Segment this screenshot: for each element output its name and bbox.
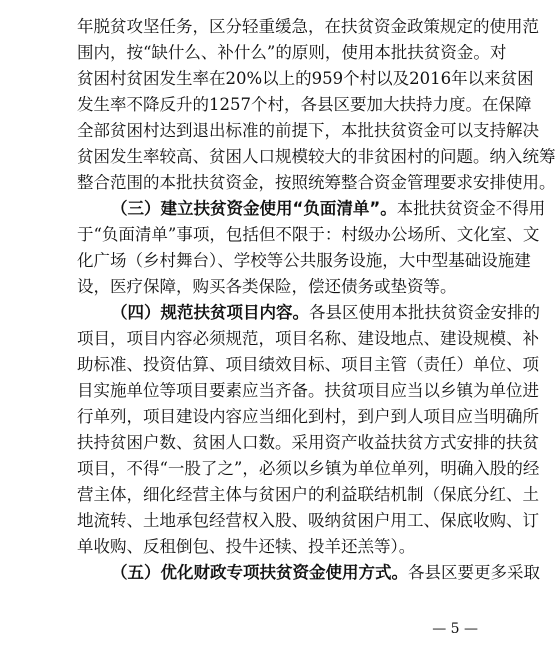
body-line: 于“负面清单”事项，包括但不限于：村级办公场所、文化室、文 — [77, 225, 540, 244]
body-line: 助标准、投资估算、项目绩效目标、项目主管（责任）单位、项 — [77, 355, 539, 374]
section-heading-line: （三）建立扶贫资金使用“负面清单”。本批扶贫资金不得用 — [111, 199, 546, 218]
body-line: 围内，按“缺什么、补什么”的原则，使用本批扶贫资金。对 — [77, 43, 507, 62]
body-line: 整合范围的本批扶贫资金，按照统筹整合资金管理要求安排使用。 — [77, 173, 556, 192]
body-line: 设，医疗保障，购买各类保险，偿还债务或垫资等。 — [77, 277, 457, 296]
section-heading: （五）优化财政专项扶贫资金使用方式。 — [111, 563, 408, 582]
body-line: 贫困发生率较高、贫困人口规模较大的非贫困村的问题。纳入统筹 — [77, 147, 556, 166]
body-line: 地流转、土地承包经营权入股、吸纳贫困户用工、保底收购、订 — [77, 511, 539, 530]
body-line: 年脱贫攻坚任务，区分轻重缓急，在扶贫资金政策规定的使用范 — [77, 17, 539, 36]
body-line: 发生率不降反升的1257个村，各县区要加大扶持力度。在保障 — [77, 95, 532, 114]
body-line: 项目，项目内容必须规范，项目名称、建设地点、建设规模、补 — [77, 329, 539, 348]
section-heading: （四）规范扶贫项目内容。 — [111, 303, 309, 322]
body-line: 项目，不得“一股了之”，必须以乡镇为单位单列，明确入股的经 — [77, 459, 540, 478]
body-line: 目实施单位等项目要素应当齐备。扶贫项目应当以乡镇为单位进 — [77, 381, 539, 400]
body-line: 行单列，项目建设内容应当细化到村，到户到人项目应当明确所 — [77, 407, 539, 426]
body-line: 扶持贫困户数、贫困人口数。采用资产收益扶贫方式安排的扶贫 — [77, 433, 539, 452]
body-line: 贫困村贫困发生率在20%以上的959个村以及2016年以来贫困 — [77, 69, 534, 88]
body-line: 化广场（乡村舞台）、学校等公共服务设施，大中型基础设施建 — [77, 251, 531, 270]
body-line: 全部贫困村达到退出标准的前提下，本批扶贫资金可以支持解决 — [77, 121, 539, 140]
page-number: — 5 — — [432, 621, 478, 637]
section-heading-line: （四）规范扶贫项目内容。各县区使用本批扶贫资金安排的 — [111, 303, 540, 322]
body-line: 单收购、反租倒包、投牛还犊、投羊还羔等）。 — [77, 537, 416, 556]
body-line: 营主体，细化经营主体与贫困户的利益联结机制（保底分红、土 — [77, 485, 539, 504]
section-heading-line: （五）优化财政专项扶贫资金使用方式。各县区要更多采取 — [111, 563, 540, 582]
section-heading: （三）建立扶贫资金使用“负面清单”。 — [111, 199, 397, 218]
